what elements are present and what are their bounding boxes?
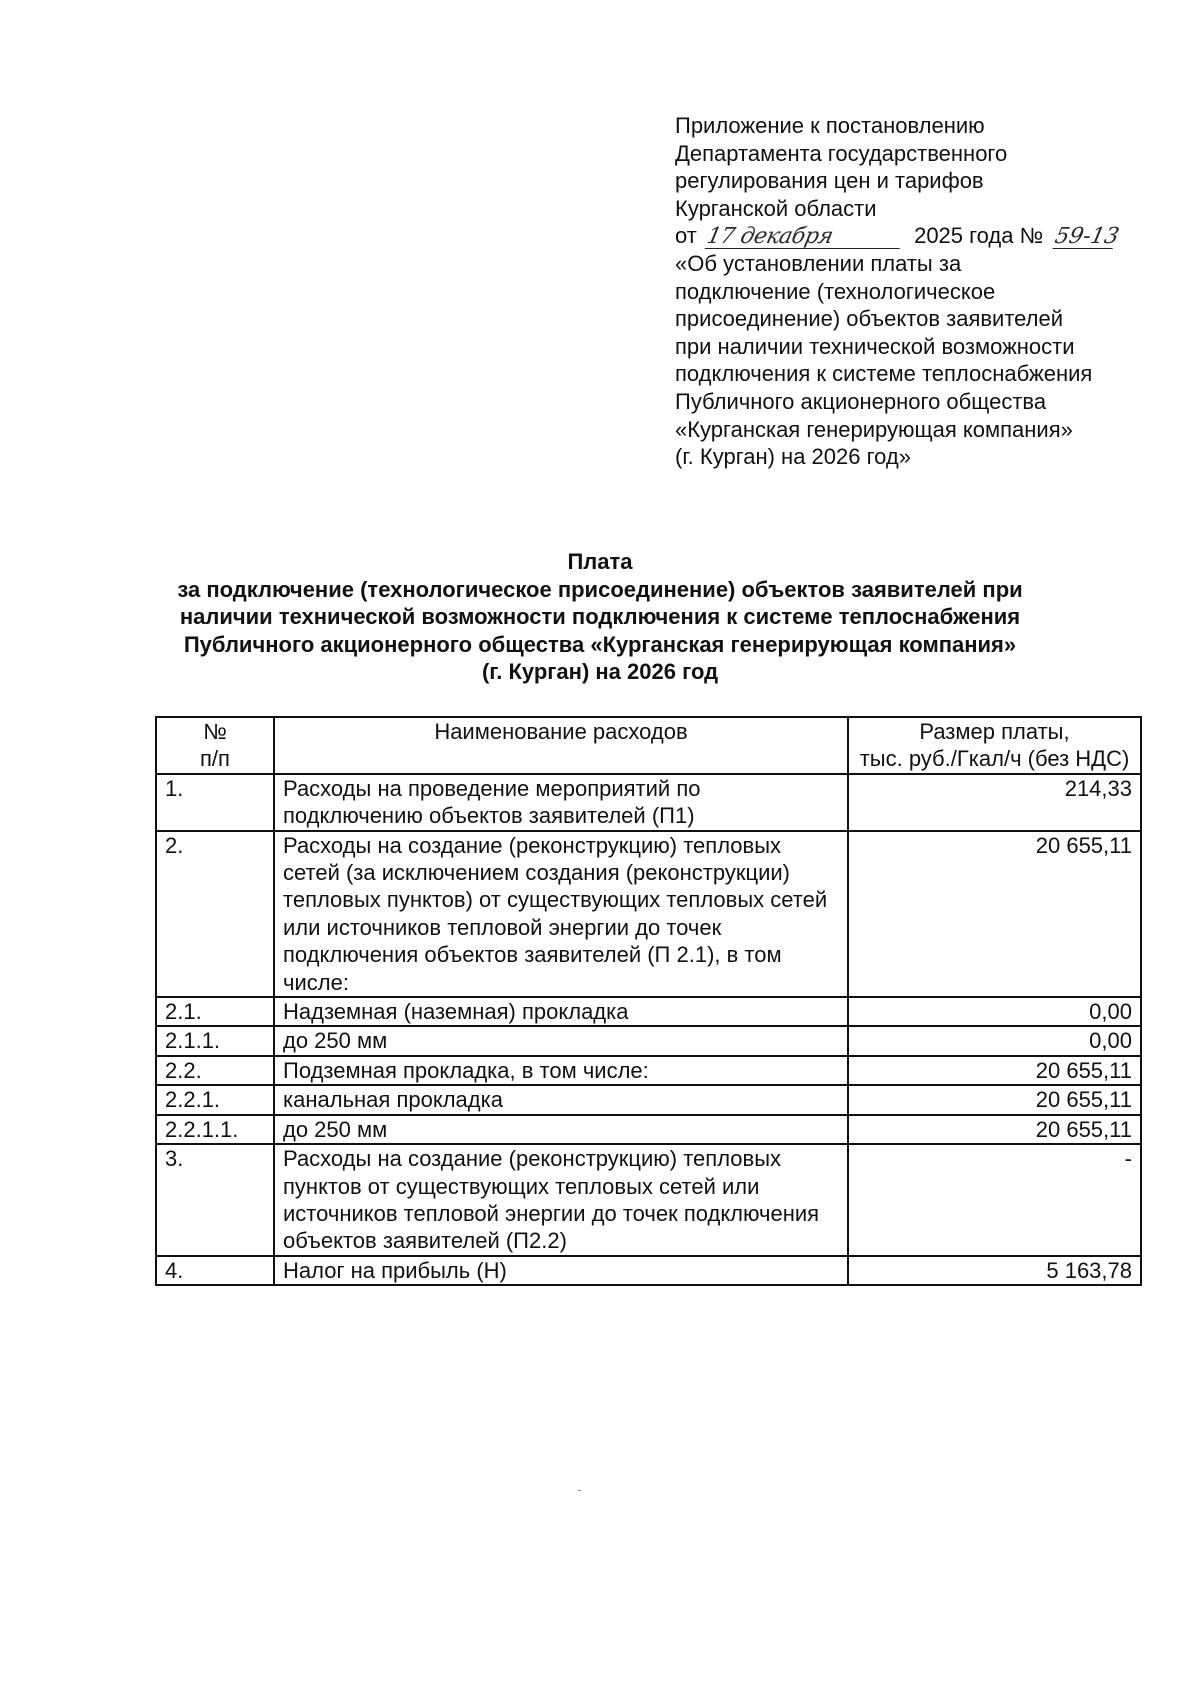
row-num: 2.2.1. (156, 1085, 274, 1114)
document-title (150, 548, 1050, 686)
header-value (848, 717, 1141, 774)
header-value-line2: тыс. руб./Гкал/ч (без НДС) (859, 746, 1130, 772)
row-name: Расходы на создание (реконструкцию) тепловых пунктов от существующих тепловых сетей или источников тепловой энергии до точек подключения объектов заявителей (П2.2) (274, 1144, 848, 1256)
row-value: 0,00 (848, 997, 1141, 1026)
row-name: Расходы на создание (реконструкцию) тепловых сетей (за исключением создания (реконструкции) тепловых пунктов) от существующих тепловых сетей или источников тепловой энергии до точек подключения объектов заявителей (П 2.1), в том числе: (274, 831, 848, 997)
title-line: (г. Курган) на 2026 год (481, 659, 719, 685)
year-text: 2025 года № (914, 223, 1044, 249)
row-num: 2.1.1. (156, 1026, 274, 1055)
subject-line: (г. Курган) на 2026 год» (675, 444, 911, 470)
row-value: 20 655,11 (848, 1115, 1141, 1144)
row-num: 3. (156, 1144, 274, 1256)
table-row (156, 831, 1141, 997)
row-num: 4. (156, 1256, 274, 1285)
title-line: Плата (567, 549, 633, 574)
row-value: 214,33 (848, 774, 1141, 831)
row-name: до 250 мм (274, 1026, 848, 1055)
subject-line: при наличии технической возможности (675, 333, 1075, 359)
table-row (156, 774, 1141, 831)
table-row (156, 1085, 1141, 1114)
row-value: 0,00 (848, 1026, 1141, 1055)
table-row (156, 1056, 1141, 1085)
row-name: до 250 мм (274, 1115, 848, 1144)
row-value: 5 163,78 (848, 1256, 1141, 1285)
subject-line: Публичного акционерного общества (675, 388, 1047, 414)
row-value: 20 655,11 (848, 831, 1141, 997)
appendix-block (675, 112, 1145, 471)
table-row (156, 1115, 1141, 1144)
table-header-row (156, 717, 1141, 774)
row-num: 1. (156, 774, 274, 831)
handwritten-number: 59-13 (1052, 224, 1122, 250)
subject-line: подключения к системе теплоснабжения (675, 361, 1093, 387)
table-row (156, 997, 1141, 1026)
row-num: 2.2. (156, 1056, 274, 1085)
subject-line: «Об установлении платы за (675, 250, 962, 276)
subject-line: присоединение) объектов заявителей (675, 306, 1064, 332)
row-name: Налог на прибыль (Н) (274, 1256, 848, 1285)
row-name: Подземная прокладка, в том числе: (274, 1056, 848, 1085)
header-num-line1: № (203, 719, 227, 744)
table-row (156, 1256, 1141, 1285)
row-num: 2.2.1.1. (156, 1115, 274, 1144)
row-num: 2. (156, 831, 274, 997)
subject-line: «Курганская генерирующая компания» (675, 416, 1073, 442)
appendix-line: Курганской области (675, 195, 877, 221)
header-value-line1: Размер платы, (919, 719, 1070, 744)
handwritten-date: 17 декабря (705, 226, 905, 249)
title-line: за подключение (технологическое присоединение) объектов заявителей при (177, 576, 1023, 602)
fees-table (155, 716, 1142, 1286)
appendix-line: Приложение к постановлению (675, 113, 985, 138)
row-value: 20 655,11 (848, 1056, 1141, 1085)
date-prefix: от (675, 223, 697, 249)
row-name: Надземная (наземная) прокладка (274, 997, 848, 1026)
row-name: канальная прокладка (274, 1085, 848, 1114)
header-name: Наименование расходов (274, 717, 848, 774)
header-num-line2: п/п (200, 746, 230, 772)
header-num (156, 717, 274, 774)
table-row (156, 1144, 1141, 1256)
table-row (156, 1026, 1141, 1055)
row-value: 20 655,11 (848, 1085, 1141, 1114)
subject-line: подключение (технологическое (675, 278, 996, 304)
appendix-line: регулирования цен и тарифов (675, 168, 984, 194)
appendix-line: Департамента государственного (675, 140, 1008, 166)
appendix-date-line (675, 222, 1145, 250)
title-line: наличии технической возможности подключения к системе теплоснабжения (179, 604, 1021, 630)
row-value: - (848, 1144, 1141, 1256)
scan-speck (578, 1490, 581, 1491)
row-num: 2.1. (156, 997, 274, 1026)
row-name: Расходы на проведение мероприятий по подключению объектов заявителей (П1) (274, 774, 848, 831)
title-line: Публичного акционерного общества «Курганская генерирующая компания» (183, 631, 1017, 657)
